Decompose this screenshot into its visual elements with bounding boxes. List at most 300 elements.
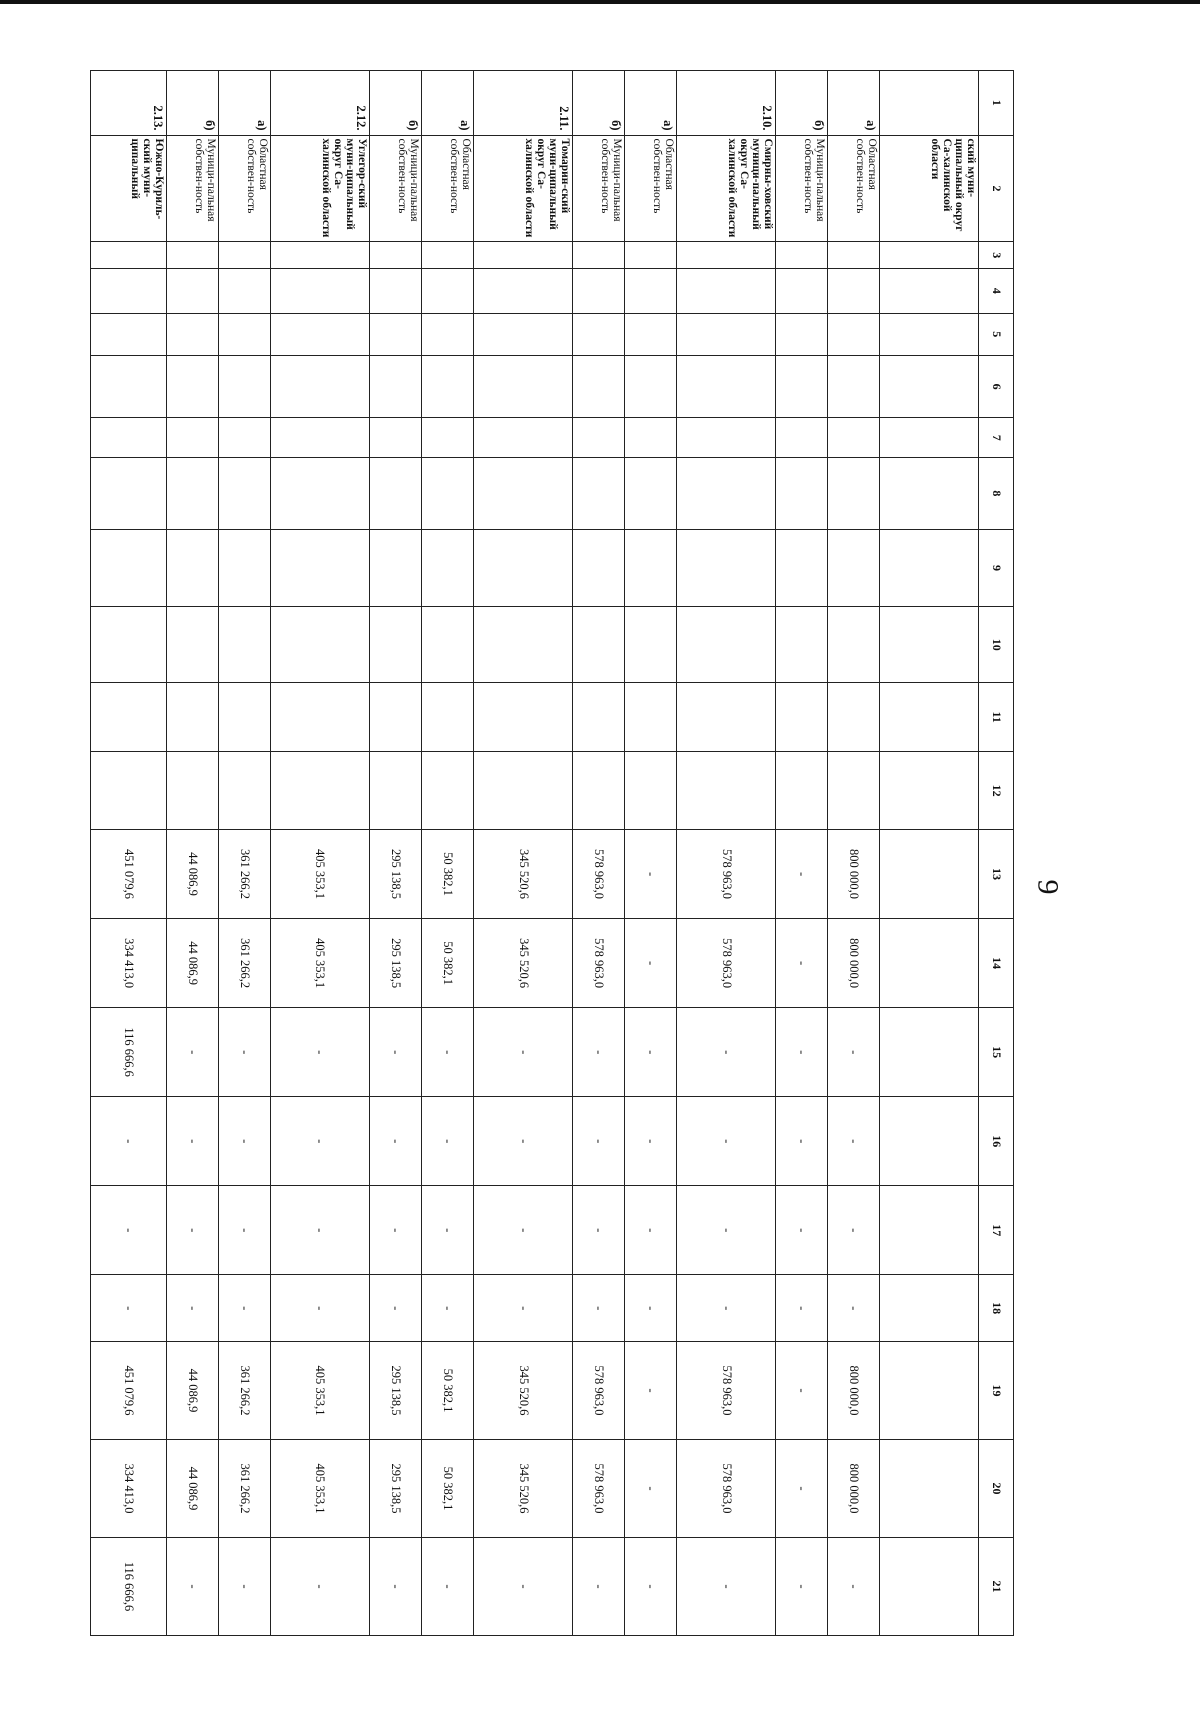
empty-cell xyxy=(166,458,218,529)
empty-cell xyxy=(166,529,218,607)
value-cell: - xyxy=(776,1275,828,1342)
empty-cell xyxy=(677,458,776,529)
empty-cell xyxy=(91,269,167,314)
value-cell: - xyxy=(776,919,828,1008)
top-border-line xyxy=(0,0,1200,4)
table-row xyxy=(880,71,979,1636)
empty-cell xyxy=(880,418,979,458)
row-name: Областная собствен-ность xyxy=(218,135,270,242)
empty-cell xyxy=(474,752,573,830)
empty-cell xyxy=(421,752,473,830)
value-cell xyxy=(880,1008,979,1097)
value-cell: - xyxy=(625,1537,677,1635)
empty-cell xyxy=(271,683,370,752)
value-cell: - xyxy=(776,1097,828,1186)
column-header: 5 xyxy=(979,313,1014,355)
table-row xyxy=(776,71,828,1636)
value-cell: - xyxy=(776,830,828,919)
value-cell: - xyxy=(474,1008,573,1097)
row-index: б) xyxy=(572,71,624,136)
value-cell: 334 413,0 xyxy=(91,1439,167,1537)
value-cell: 295 138,5 xyxy=(369,830,421,919)
value-cell: 578 963,0 xyxy=(572,1342,624,1440)
value-cell: - xyxy=(677,1186,776,1275)
empty-cell xyxy=(218,355,270,417)
empty-cell xyxy=(271,242,370,269)
table-row xyxy=(369,71,421,1636)
empty-cell xyxy=(166,313,218,355)
empty-cell xyxy=(421,269,473,314)
empty-cell xyxy=(880,269,979,314)
empty-cell xyxy=(369,313,421,355)
row-index: 2.10. xyxy=(677,71,776,136)
row-name: Смирны-ховский муници-пальный округ Са-халинской области xyxy=(677,135,776,242)
value-cell: - xyxy=(271,1537,370,1635)
value-cell: 451 079,6 xyxy=(91,830,167,919)
empty-cell xyxy=(572,683,624,752)
empty-cell xyxy=(776,529,828,607)
empty-cell xyxy=(625,269,677,314)
table-row xyxy=(828,71,880,1636)
empty-cell xyxy=(625,752,677,830)
value-cell: - xyxy=(271,1275,370,1342)
column-header: 3 xyxy=(979,242,1014,269)
empty-cell xyxy=(474,242,573,269)
empty-cell xyxy=(572,529,624,607)
value-cell: - xyxy=(572,1008,624,1097)
value-cell: - xyxy=(421,1186,473,1275)
empty-cell xyxy=(572,313,624,355)
empty-cell xyxy=(572,607,624,683)
column-header: 18 xyxy=(979,1275,1014,1342)
empty-cell xyxy=(677,242,776,269)
row-name: Муници-пальная собствен-ность xyxy=(572,135,624,242)
value-cell: - xyxy=(776,1008,828,1097)
value-cell: - xyxy=(474,1097,573,1186)
empty-cell xyxy=(421,313,473,355)
value-cell: - xyxy=(474,1275,573,1342)
empty-cell xyxy=(91,458,167,529)
empty-cell xyxy=(166,242,218,269)
table-row xyxy=(271,71,370,1636)
empty-cell xyxy=(625,313,677,355)
empty-cell xyxy=(218,607,270,683)
value-cell xyxy=(880,1097,979,1186)
value-cell: 405 353,1 xyxy=(271,830,370,919)
empty-cell xyxy=(572,418,624,458)
empty-cell xyxy=(880,242,979,269)
column-header: 4 xyxy=(979,269,1014,314)
empty-cell xyxy=(677,683,776,752)
value-cell: 405 353,1 xyxy=(271,1439,370,1537)
value-cell: - xyxy=(572,1186,624,1275)
empty-cell xyxy=(776,355,828,417)
value-cell: - xyxy=(421,1275,473,1342)
empty-cell xyxy=(776,752,828,830)
value-cell: 800 000,0 xyxy=(828,830,880,919)
empty-cell xyxy=(880,458,979,529)
empty-cell xyxy=(218,752,270,830)
empty-cell xyxy=(421,458,473,529)
column-number-row xyxy=(979,71,1014,1636)
empty-cell xyxy=(91,313,167,355)
empty-cell xyxy=(369,683,421,752)
empty-cell xyxy=(776,313,828,355)
value-cell: 50 382,1 xyxy=(421,1439,473,1537)
value-cell: - xyxy=(625,1275,677,1342)
column-header: 8 xyxy=(979,458,1014,529)
value-cell: - xyxy=(474,1186,573,1275)
empty-cell xyxy=(474,269,573,314)
empty-cell xyxy=(474,458,573,529)
empty-cell xyxy=(474,607,573,683)
column-header: 7 xyxy=(979,418,1014,458)
page-number: 9 xyxy=(1031,879,1065,895)
empty-cell xyxy=(271,355,370,417)
column-header: 13 xyxy=(979,830,1014,919)
value-cell: 345 520,6 xyxy=(474,830,573,919)
column-header: 2 xyxy=(979,135,1014,242)
empty-cell xyxy=(677,529,776,607)
row-index: а) xyxy=(828,71,880,136)
value-cell xyxy=(880,1186,979,1275)
empty-cell xyxy=(369,458,421,529)
value-cell: 361 266,2 xyxy=(218,1439,270,1537)
value-cell xyxy=(880,1439,979,1537)
row-index: 2.13. xyxy=(91,71,167,136)
empty-cell xyxy=(369,752,421,830)
value-cell: 44 086,9 xyxy=(166,830,218,919)
value-cell: - xyxy=(625,1097,677,1186)
value-cell: 116 666,6 xyxy=(91,1008,167,1097)
value-cell: 800 000,0 xyxy=(828,1439,880,1537)
table-row xyxy=(625,71,677,1636)
value-cell: - xyxy=(166,1097,218,1186)
row-index: б) xyxy=(776,71,828,136)
empty-cell xyxy=(776,458,828,529)
value-cell: - xyxy=(369,1275,421,1342)
empty-cell xyxy=(625,529,677,607)
empty-cell xyxy=(572,752,624,830)
column-header: 6 xyxy=(979,355,1014,417)
empty-cell xyxy=(421,683,473,752)
row-name: ский муни-ципальный округ Са-халинской области xyxy=(880,135,979,242)
empty-cell xyxy=(369,355,421,417)
value-cell: - xyxy=(218,1537,270,1635)
empty-cell xyxy=(880,683,979,752)
value-cell: 578 963,0 xyxy=(572,1439,624,1537)
empty-cell xyxy=(271,529,370,607)
table-row xyxy=(166,71,218,1636)
empty-cell xyxy=(880,607,979,683)
empty-cell xyxy=(166,355,218,417)
value-cell: - xyxy=(166,1186,218,1275)
column-header: 19 xyxy=(979,1342,1014,1440)
empty-cell xyxy=(776,683,828,752)
empty-cell xyxy=(677,418,776,458)
value-cell: - xyxy=(218,1097,270,1186)
row-index: б) xyxy=(166,71,218,136)
value-cell: 345 520,6 xyxy=(474,919,573,1008)
value-cell: - xyxy=(828,1097,880,1186)
empty-cell xyxy=(474,529,573,607)
empty-cell xyxy=(572,242,624,269)
value-cell: - xyxy=(572,1275,624,1342)
row-name: Томарин-ский муни-ципальный округ Са-халинской области xyxy=(474,135,573,242)
value-cell: - xyxy=(91,1186,167,1275)
empty-cell xyxy=(166,683,218,752)
empty-cell xyxy=(828,752,880,830)
empty-cell xyxy=(91,752,167,830)
column-header: 21 xyxy=(979,1537,1014,1635)
empty-cell xyxy=(369,269,421,314)
rotated-table-container xyxy=(90,70,1014,1636)
empty-cell xyxy=(218,683,270,752)
value-cell: - xyxy=(474,1537,573,1635)
value-cell: - xyxy=(776,1186,828,1275)
value-cell: 50 382,1 xyxy=(421,919,473,1008)
empty-cell xyxy=(474,418,573,458)
table-row xyxy=(474,71,573,1636)
empty-cell xyxy=(828,313,880,355)
value-cell: 451 079,6 xyxy=(91,1342,167,1440)
value-cell: 345 520,6 xyxy=(474,1439,573,1537)
empty-cell xyxy=(880,355,979,417)
empty-cell xyxy=(421,529,473,607)
empty-cell xyxy=(828,242,880,269)
empty-cell xyxy=(421,607,473,683)
empty-cell xyxy=(218,313,270,355)
value-cell: - xyxy=(369,1008,421,1097)
empty-cell xyxy=(421,355,473,417)
empty-cell xyxy=(218,458,270,529)
empty-cell xyxy=(91,607,167,683)
value-cell: 116 666,6 xyxy=(91,1537,167,1635)
value-cell: - xyxy=(828,1186,880,1275)
value-cell: - xyxy=(828,1275,880,1342)
table-row xyxy=(572,71,624,1636)
value-cell xyxy=(880,1537,979,1635)
value-cell: 50 382,1 xyxy=(421,830,473,919)
value-cell: 361 266,2 xyxy=(218,919,270,1008)
empty-cell xyxy=(271,752,370,830)
value-cell: 800 000,0 xyxy=(828,1342,880,1440)
value-cell: - xyxy=(625,1186,677,1275)
value-cell xyxy=(880,919,979,1008)
empty-cell xyxy=(271,313,370,355)
empty-cell xyxy=(828,683,880,752)
empty-cell xyxy=(166,418,218,458)
empty-cell xyxy=(91,418,167,458)
empty-cell xyxy=(677,313,776,355)
empty-cell xyxy=(776,242,828,269)
value-cell: 295 138,5 xyxy=(369,1439,421,1537)
empty-cell xyxy=(572,458,624,529)
empty-cell xyxy=(828,529,880,607)
row-name: Муници-пальная собствен-ность xyxy=(369,135,421,242)
empty-cell xyxy=(880,529,979,607)
value-cell: - xyxy=(369,1537,421,1635)
value-cell: - xyxy=(625,1008,677,1097)
empty-cell xyxy=(677,269,776,314)
empty-cell xyxy=(880,313,979,355)
value-cell: - xyxy=(776,1439,828,1537)
empty-cell xyxy=(625,355,677,417)
value-cell: 361 266,2 xyxy=(218,830,270,919)
value-cell: - xyxy=(271,1008,370,1097)
table-row xyxy=(421,71,473,1636)
empty-cell xyxy=(271,269,370,314)
row-index: 2.12. xyxy=(271,71,370,136)
empty-cell xyxy=(880,752,979,830)
row-index: 2.11. xyxy=(474,71,573,136)
value-cell: - xyxy=(828,1008,880,1097)
value-cell: - xyxy=(166,1537,218,1635)
empty-cell xyxy=(218,529,270,607)
value-cell: - xyxy=(828,1537,880,1635)
column-header: 10 xyxy=(979,607,1014,683)
value-cell: 345 520,6 xyxy=(474,1342,573,1440)
empty-cell xyxy=(625,242,677,269)
value-cell: - xyxy=(776,1537,828,1635)
empty-cell xyxy=(271,418,370,458)
value-cell: - xyxy=(91,1097,167,1186)
value-cell: 361 266,2 xyxy=(218,1342,270,1440)
column-header: 20 xyxy=(979,1439,1014,1537)
column-header: 12 xyxy=(979,752,1014,830)
value-cell: - xyxy=(572,1537,624,1635)
empty-cell xyxy=(218,242,270,269)
value-cell: 405 353,1 xyxy=(271,919,370,1008)
empty-cell xyxy=(218,269,270,314)
value-cell: 44 086,9 xyxy=(166,919,218,1008)
value-cell: - xyxy=(677,1537,776,1635)
row-index: а) xyxy=(421,71,473,136)
column-header: 16 xyxy=(979,1097,1014,1186)
value-cell: 295 138,5 xyxy=(369,1342,421,1440)
value-cell: - xyxy=(625,830,677,919)
value-cell: 50 382,1 xyxy=(421,1342,473,1440)
empty-cell xyxy=(828,418,880,458)
value-cell: - xyxy=(271,1186,370,1275)
empty-cell xyxy=(828,269,880,314)
value-cell xyxy=(880,1275,979,1342)
empty-cell xyxy=(776,269,828,314)
row-index: а) xyxy=(218,71,270,136)
empty-cell xyxy=(91,529,167,607)
empty-cell xyxy=(91,683,167,752)
value-cell: 44 086,9 xyxy=(166,1342,218,1440)
table-row xyxy=(677,71,776,1636)
value-cell: - xyxy=(421,1097,473,1186)
row-name: Муници-пальная собствен-ность xyxy=(776,135,828,242)
empty-cell xyxy=(369,242,421,269)
empty-cell xyxy=(828,458,880,529)
empty-cell xyxy=(166,752,218,830)
value-cell: 295 138,5 xyxy=(369,919,421,1008)
empty-cell xyxy=(166,607,218,683)
empty-cell xyxy=(369,529,421,607)
empty-cell xyxy=(625,683,677,752)
value-cell xyxy=(880,1342,979,1440)
value-cell xyxy=(880,830,979,919)
row-index: а) xyxy=(625,71,677,136)
row-name: Областная собствен-ность xyxy=(828,135,880,242)
table-row xyxy=(218,71,270,1636)
empty-cell xyxy=(91,242,167,269)
value-cell: - xyxy=(776,1342,828,1440)
row-name: Областная собствен-ность xyxy=(625,135,677,242)
value-cell: - xyxy=(677,1097,776,1186)
empty-cell xyxy=(776,607,828,683)
row-name: Областная собствен-ность xyxy=(421,135,473,242)
value-cell: 578 963,0 xyxy=(572,830,624,919)
value-cell: - xyxy=(166,1275,218,1342)
value-cell: 800 000,0 xyxy=(828,919,880,1008)
empty-cell xyxy=(677,752,776,830)
value-cell: - xyxy=(166,1008,218,1097)
empty-cell xyxy=(474,313,573,355)
empty-cell xyxy=(625,418,677,458)
value-cell: 578 963,0 xyxy=(572,919,624,1008)
value-cell: - xyxy=(572,1097,624,1186)
value-cell: - xyxy=(421,1537,473,1635)
column-header: 15 xyxy=(979,1008,1014,1097)
empty-cell xyxy=(828,607,880,683)
empty-cell xyxy=(166,269,218,314)
empty-cell xyxy=(421,418,473,458)
empty-cell xyxy=(677,607,776,683)
value-cell: 44 086,9 xyxy=(166,1439,218,1537)
value-cell: 578 963,0 xyxy=(677,919,776,1008)
empty-cell xyxy=(271,607,370,683)
empty-cell xyxy=(828,355,880,417)
value-cell: - xyxy=(369,1186,421,1275)
empty-cell xyxy=(625,607,677,683)
row-name: Южно-Куриль-ский муни-ципальный xyxy=(91,135,167,242)
row-name: Муници-пальная собствен-ность xyxy=(166,135,218,242)
value-cell: - xyxy=(271,1097,370,1186)
value-cell: - xyxy=(218,1008,270,1097)
empty-cell xyxy=(369,418,421,458)
value-cell: - xyxy=(625,919,677,1008)
empty-cell xyxy=(474,355,573,417)
column-header: 17 xyxy=(979,1186,1014,1275)
value-cell: 578 963,0 xyxy=(677,1439,776,1537)
empty-cell xyxy=(572,355,624,417)
value-cell: - xyxy=(218,1186,270,1275)
value-cell: - xyxy=(218,1275,270,1342)
table-row xyxy=(91,71,167,1636)
value-cell: - xyxy=(625,1439,677,1537)
row-index xyxy=(880,71,979,136)
data-table xyxy=(90,70,1014,1636)
value-cell: 578 963,0 xyxy=(677,1342,776,1440)
value-cell: 334 413,0 xyxy=(91,919,167,1008)
empty-cell xyxy=(625,458,677,529)
empty-cell xyxy=(572,269,624,314)
value-cell: - xyxy=(677,1008,776,1097)
value-cell: - xyxy=(91,1275,167,1342)
column-header: 11 xyxy=(979,683,1014,752)
value-cell: - xyxy=(625,1342,677,1440)
value-cell: - xyxy=(369,1097,421,1186)
empty-cell xyxy=(271,458,370,529)
empty-cell xyxy=(218,418,270,458)
value-cell: 578 963,0 xyxy=(677,830,776,919)
column-header: 9 xyxy=(979,529,1014,607)
column-header: 14 xyxy=(979,919,1014,1008)
